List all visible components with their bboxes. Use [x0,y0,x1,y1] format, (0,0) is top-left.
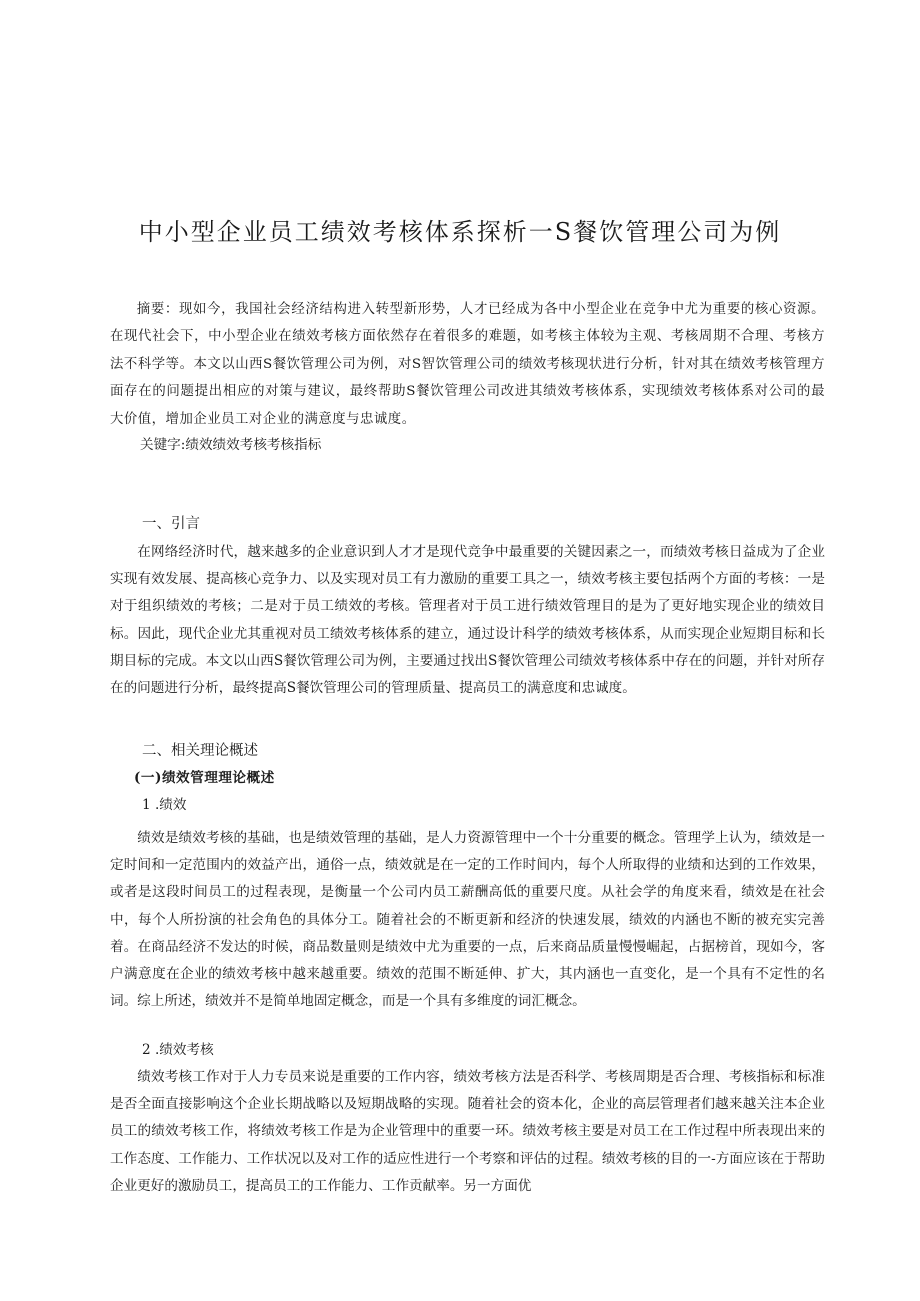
keywords-line: 关键字:绩效绩效考核考核指标 [140,437,322,453]
document-title: 中小型企业员工绩效考核体系探析一S餐饮管理公司为例 [138,218,782,246]
item-label-performance: 1 .绩效 [142,797,187,813]
performance-appraisal-paragraph: 绩效考核工作对于人力专员来说是重要的工作内容，绩效考核方法是否科学、考核周期是否合理、考核指标和标准是否全面直接影响这个企业长期战略以及短期战略的实现。随着社会的资本化，企业的高层管理者们越来越关注本企业员工的绩效考核工作，将绩效考核工作是为企业管理中的重要一环。绩效考核主要是对员工在工作过程中所表现出来的工作态度、工作能力、工作状况以及对工作的适应性进行一个考察和评估的过程。绩效考核的目的一-方面应该在于帮助企业更好的激励员工，提高员工的工作能力、工作贡献率。另一方面优 [110,1069,825,1194]
subsection-heading-performance-management: (一)绩效管理理论概述 [134,770,275,786]
performance-paragraph: 绩效是绩效考核的基础，也是绩效管理的基础，是人力资源管理中一个十分重要的概念。管理学上认为，绩效是一定时间和一定范围内的效益产出，通俗一点，绩效就是在一定的工作时间内，每个人所取得的业绩和达到的工作效果，或者是这段时间员工的过程表现，是衡量一个公司内员工薪酬高低的重要尺度。从社会学的角度来看，绩效是在社会中，每个人所扮演的社会角色的具体分工。随着社会的不断更新和经济的快速发展，绩效的内涵也不断的被充实完善着。在商品经济不发达的时候，商品数量则是绩效中尤为重要的一点，后来商品质量慢慢崛起，占据榜首，现如今，客户满意度在企业的绩效考核中越来越重要。绩效的范围不断延伸、扩大，其内涵也一直变化，是一个具有不定性的名词。综上所述，绩效并不是简单地固定概念，而是一个具有多维度的词汇概念。 [110,830,825,1010]
section-heading-theory: 二、相关理论概述 [142,743,258,759]
item-label-performance-appraisal: 2 .绩效考核 [142,1042,214,1058]
section-heading-intro: 一、引言 [142,516,200,532]
intro-paragraph: 在网络经济时代，越来越多的企业意识到人才才是现代竞争中最重要的关键因素之一，而绩效考核日益成为了企业实现有效发展、提高核心竞争力、以及实现对员工有力激励的重要工具之一，绩效考核主要包括两个方面的考核：一是对于组织绩效的考核；二是对于员工绩效的考核。管理者对于员工进行绩效管理目的是为了更好地实现企业的绩效目标。因此，现代企业尤其重视对员工绩效考核体系的建立，通过设计科学的绩效考核体系，从而实现企业短期目标和长期目标的完成。本文以山西S餐饮管理公司为例，主要通过找出S餐饮管理公司绩效考核体系中存在的问题，并针对所存在的问题进行分析，最终提高S餐饮管理公司的管理质量、提高员工的满意度和忠诚度。 [110,544,825,697]
abstract-paragraph: 摘要：现如今，我国社会经济结构进入转型新形势，人才已经成为各中小型企业在竞争中尤为重要的核心资源。在现代社会下，中小型企业在绩效考核方面依然存在着很多的难题，如考核主体较为主观、考核周期不合理、考核方法不科学等。本文以山西S餐饮管理公司为例，对S智饮管理公司的绩效考核现状进行分析，针对其在绩效考核管理方面存在的问题提出相应的对策与建议，最终帮助S餐饮管理公司改进其绩效考核体系，实现绩效考核体系对公司的最大价值，增加企业员工对企业的满意度与忠诚度。 [110,302,825,427]
